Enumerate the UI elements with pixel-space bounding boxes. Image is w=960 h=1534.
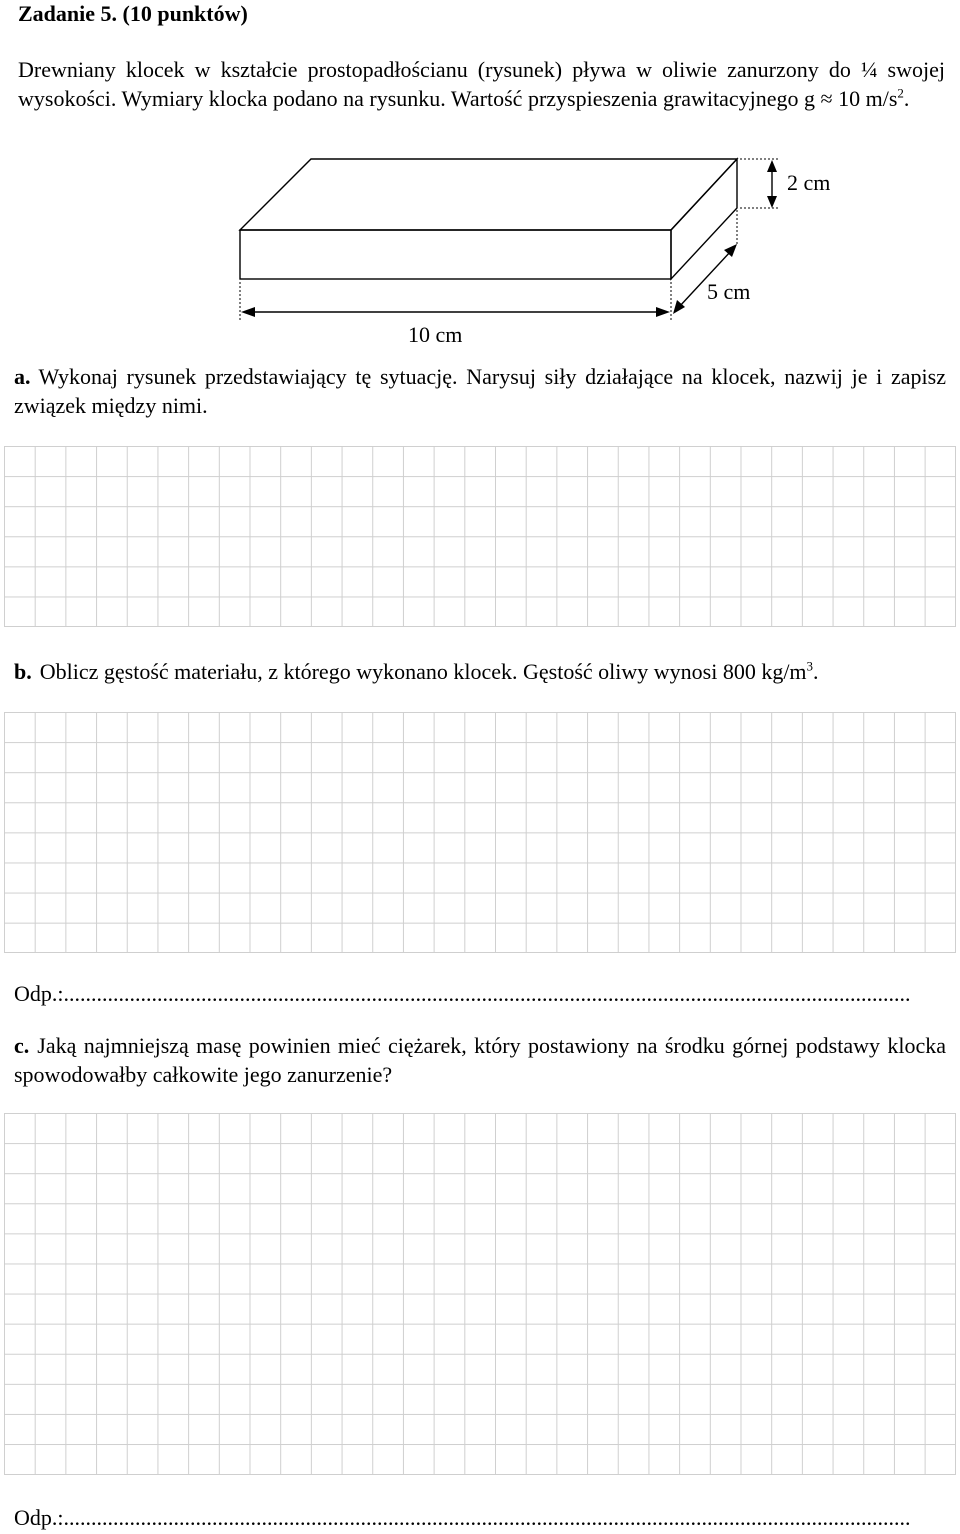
height-dimension (740, 159, 780, 208)
question-c (14, 1031, 946, 1089)
answer-line-b[interactable]: Odp.:.......................................................................................................................................................... (14, 981, 911, 1006)
question-b-text: Oblicz gęstość materiału, z którego wykonano klocek. Gęstość oliwy wynosi 800 kg/m (39, 659, 807, 684)
answer-grid-b[interactable] (4, 712, 956, 953)
question-a-letter: a. (14, 364, 31, 389)
height-label: 2 cm (787, 170, 831, 195)
length-label: 10 cm (408, 322, 463, 347)
answer-line-c[interactable]: Odp.:.......................................................................................................................................................... (14, 1505, 911, 1530)
task-description-text: Drewniany klocek w kształcie prostopadłościanu (rysunek) pływa w oliwie zanurzony do ¼ swojej wysokości. Wymiary klocka podano na rysunku. Wartość przyspieszenia grawitacyjnego g ≈ 10 m/s (18, 57, 945, 111)
question-b-exponent: 3 (806, 658, 814, 674)
task-description (18, 56, 945, 113)
block-side-face (671, 159, 737, 279)
question-c-letter: c. (14, 1033, 30, 1058)
task-description-tail: . (903, 85, 910, 111)
block-front-face (240, 230, 671, 279)
question-a-text: Wykonaj rysunek przedstawiający tę sytuację. Narysuj siły działające na klocek, nazwij je i zapisz związek między nimi. (14, 364, 946, 418)
question-b-tail: . (813, 659, 819, 684)
question-b (14, 657, 946, 686)
length-dimension (240, 282, 671, 320)
question-b-letter: b. (14, 659, 32, 684)
answer-grid-c[interactable] (4, 1113, 956, 1475)
task-description-exponent: 2 (897, 85, 904, 101)
task-title: Zadanie 5. (10 punktów) (18, 1, 248, 26)
answer-grid-a[interactable] (4, 446, 956, 627)
question-a (14, 362, 946, 420)
question-c-text: Jaką najmniejszą masę powinien mieć ciężarek, który postawiony na środku górnej podstawy klocka spowodowałby całkowite jego zanurzenie? (14, 1033, 946, 1087)
block-top-face (240, 159, 737, 230)
depth-label: 5 cm (707, 279, 751, 304)
